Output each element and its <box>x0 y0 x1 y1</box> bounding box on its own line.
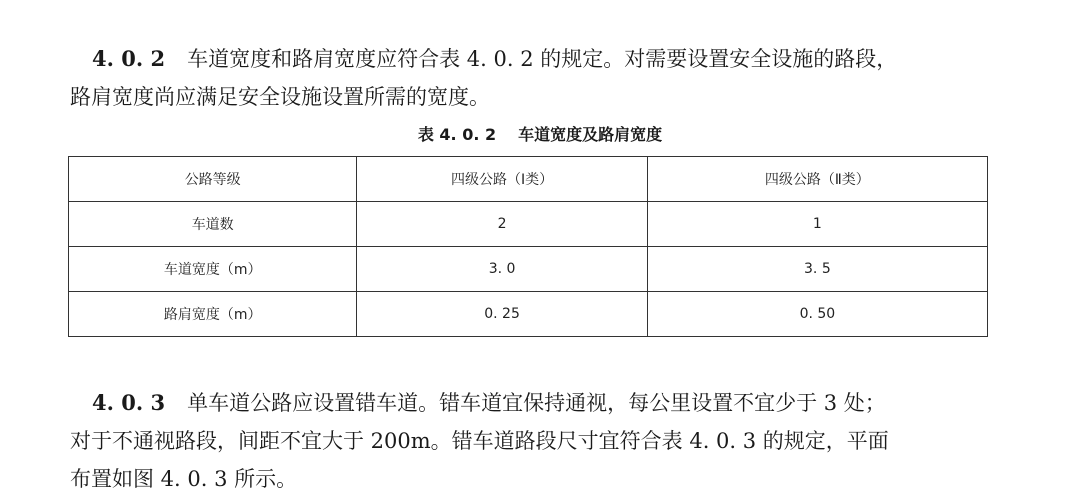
table-cell: 0. 50 <box>647 292 987 337</box>
clause-text-continued: 布置如图 4. 0. 3 所示。 <box>70 467 298 491</box>
table-row <box>69 202 988 247</box>
spec-table <box>68 156 988 337</box>
table-row <box>69 292 988 337</box>
table-cell: 3. 5 <box>647 247 987 292</box>
clause-number: 4. 0. 2 <box>92 46 166 71</box>
clause-text-continued: 对于不通视路段，间距不宜大于 200m。错车道路段尺寸宜符合表 4. 0. 3 的规定，平面 <box>70 429 889 453</box>
table-header-cell: 四级公路（Ⅰ类） <box>357 157 647 202</box>
table-header-row <box>69 157 988 202</box>
clause-text: 单车道公路应设置错车道。错车道宜保持通视，每公里设置不宜少于 3 处； <box>187 391 886 415</box>
table-caption-title: 车道宽度及路肩宽度 <box>518 125 663 144</box>
table-cell: 1 <box>647 202 987 247</box>
table-row <box>69 247 988 292</box>
table-cell: 车道宽度（m） <box>69 247 357 292</box>
table-cell: 路肩宽度（m） <box>69 292 357 337</box>
table-cell: 车道数 <box>69 202 357 247</box>
clause-4-0-3-first-line <box>70 384 1030 422</box>
table-cell: 0. 25 <box>357 292 647 337</box>
table-cell: 2 <box>357 202 647 247</box>
clause-4-0-2-first-line <box>70 40 1030 78</box>
table-header-cell: 公路等级 <box>69 157 357 202</box>
clause-4-0-3 <box>70 384 1030 498</box>
table-header-cell: 四级公路（Ⅱ类） <box>647 157 987 202</box>
table-caption-number: 表 4. 0. 2 <box>417 125 497 144</box>
clause-4-0-2 <box>70 40 1030 116</box>
table-caption <box>0 124 1080 146</box>
clause-text: 车道宽度和路肩宽度应符合表 4. 0. 2 的规定。对需要设置安全设施的路段， <box>187 47 898 71</box>
clause-text-continued: 路肩宽度尚应满足安全设施设置所需的宽度。 <box>70 85 490 109</box>
clause-number: 4. 0. 3 <box>92 390 166 415</box>
table-cell: 3. 0 <box>357 247 647 292</box>
